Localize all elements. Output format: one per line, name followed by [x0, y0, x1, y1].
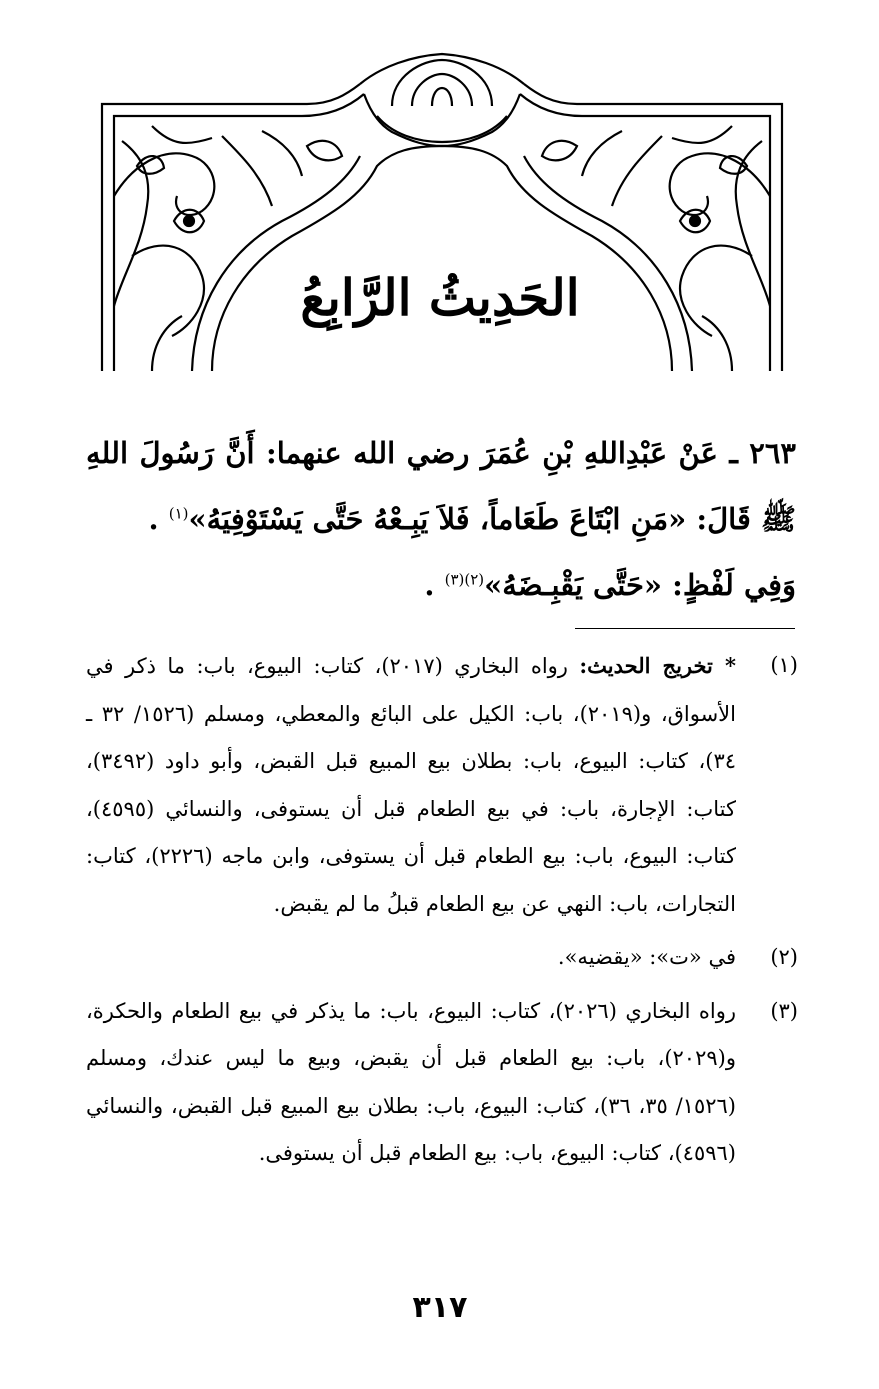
footnote-item: (٣) رواه البخاري (٢٠٢٦)، كتاب: البيوع، باب: ما يذكر في بيع الطعام والحكرة، و(٢٠٢٩)، باب: بيع الطعام قبل أن يقبض، وبيع ما ليس عندك، ومسلم (١٥٢٦/ ٣٥، ٣٦)، كتاب: البيوع، باب: بطلان بيع المبيع قبل القبض، والنسائي (٤٥٩٦)، كتاب: البيوع، باب: بيع الطعام قبل أن يستوفى.: [86, 988, 798, 1178]
hadith-main-text: ٢٦٣ ـ عَنْ عَبْدِاللهِ بْنِ عُمَرَ رضي الله عنهما: أَنَّ رَسُولَ اللهِ ﷺ قَالَ: «مَنِ ابْتَاعَ طَعَاماً، فَلاَ يَبِـعْهُ حَتَّى يَسْتَوْفِيَهُ»: [86, 436, 796, 536]
page-number: ٣١٧: [412, 1290, 468, 1325]
footnote-number: (٣): [770, 998, 798, 1023]
footnotes: [86, 642, 798, 1184]
hadith-alternate-wording: وَفِي لَفْظٍ: «حَتَّى يَقْبِـضَهُ»$^{(٢)(٣)}$ .: [424, 568, 796, 602]
footnote-number: (١): [770, 653, 798, 677]
chapter-title: الحَدِيثُ الرَّابِعُ: [300, 268, 580, 327]
hadith-text: [86, 420, 796, 618]
footnote-divider: [575, 628, 795, 629]
footnote-item: (١) * تخريج الحديث: رواه البخاري (٢٠١٧)، كتاب: البيوع، باب: ما ذكر في الأسواق، و(٢٠١٩)، باب: الكيل على البائع والمعطي، ومسلم (١٥٢٦/ ٣٢ ـ ٣٤)، كتاب: البيوع، باب: بطلان بيع المبيع قبل القبض، وأبو داود (٣٤٩٢)، كتاب: الإجارة، باب: في بيع الطعام قبل أن يستوفى، والنسائي (٤٥٩٥)، كتاب: البيوع، باب: بيع الطعام قبل أن يستوفى، وابن ماجه (٢٢٢٦)، كتاب: التجارات، باب: النهي عن بيع الطعام قبلُ ما لم يقبض.: [86, 642, 798, 928]
hadith-paragraph: ٢٦٣ ـ عَنْ عَبْدِاللهِ بْنِ عُمَرَ رضي الله عنهما: أَنَّ رَسُولَ اللهِ ﷺ قَالَ: «مَنِ ابْتَاعَ طَعَاماً، فَلاَ يَبِـعْهُ حَتَّى يَسْتَوْفِيَهُ»$^{(١)}$ .: [86, 436, 796, 536]
footnote-reference: (١): [168, 504, 189, 523]
footnote-reference: (٢)(٣): [444, 570, 485, 589]
footnote-item: (٢) في «ت»: «يقضيه».: [86, 934, 798, 982]
footnote-number: (٢): [770, 945, 798, 969]
footnote-label: * تخريج الحديث:: [579, 653, 736, 678]
